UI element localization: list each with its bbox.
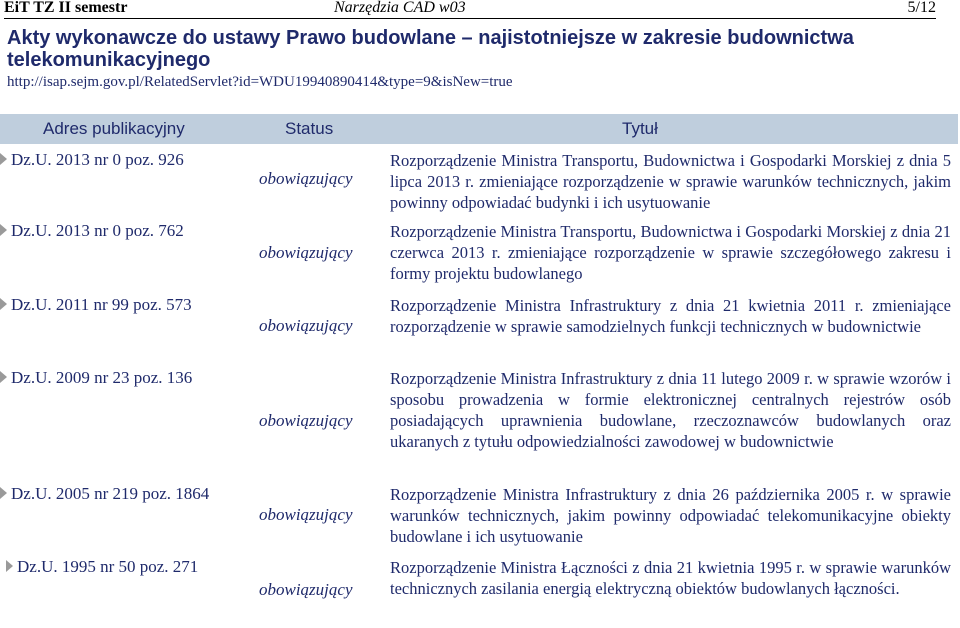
expand-triangle-icon[interactable] — [0, 224, 7, 236]
publication-address[interactable]: Dz.U. 2013 nr 0 poz. 926 — [0, 150, 184, 170]
lecture-label: Narzędzia CAD w03 — [334, 0, 466, 16]
document-title: Akty wykonawcze do ustawy Prawo budowlane – najistotniejsze w zakresie budownictwa telekomunikacyjnego — [7, 27, 854, 71]
source-url[interactable]: http://isap.sejm.gov.pl/RelatedServlet?id=WDU19940890414&type=9&isNew=true — [7, 74, 513, 90]
expand-triangle-icon[interactable] — [0, 371, 7, 383]
page-number: 5/12 — [907, 0, 936, 16]
act-title: Rozporządzenie Ministra Transportu, Budownictwa i Gospodarki Morskiej z dnia 21 czerwca 2013 r. zmieniające rozporządzenie w sprawie szczegółowego zakresu i formy projektu budowlanego — [390, 222, 951, 283]
status-label: obowiązujący — [259, 243, 353, 262]
status-label: obowiązujący — [259, 169, 353, 188]
status-label: obowiązujący — [259, 411, 353, 430]
publication-address[interactable]: Dz.U. 2005 nr 219 poz. 1864 — [0, 484, 209, 504]
act-title: Rozporządzenie Ministra Infrastruktury z dnia 11 lutego 2009 r. w sprawie wzorów i sposobu prowadzenia w formie elektronicznej centralnych rejestrów osób posiadających uprawnienia budowlane, rzeczoznawców budowlanych oraz ukaranych z tytułu odpowiedzialności zawodowej w budownictwie — [390, 369, 951, 451]
page-header — [4, 0, 936, 19]
column-header-status: Status — [285, 119, 334, 138]
expand-triangle-icon[interactable] — [0, 487, 7, 499]
expand-triangle-icon[interactable] — [0, 298, 7, 310]
publication-address[interactable]: Dz.U. 2011 nr 99 poz. 573 — [0, 295, 192, 315]
status-label: obowiązujący — [259, 505, 353, 524]
expand-triangle-icon[interactable] — [0, 153, 7, 165]
act-title: Rozporządzenie Ministra Łączności z dnia 21 kwietnia 1995 r. w sprawie warunków technicznych zasilania energią elektryczną obiektów budowlanych łączności. — [390, 558, 951, 598]
status-label: obowiązujący — [259, 316, 353, 335]
act-title: Rozporządzenie Ministra Infrastruktury z dnia 26 października 2005 r. w sprawie warunków technicznych, jakim powinny odpowiadać telekomunikacyjne obiekty budowlane i ich usytuowanie — [390, 485, 951, 546]
act-title: Rozporządzenie Ministra Infrastruktury z dnia 21 kwietnia 2011 r. zmieniające rozporządzenie w sprawie samodzielnych funkcji technicznych w budownictwie — [390, 296, 951, 336]
status-label: obowiązujący — [259, 580, 353, 599]
publication-address[interactable]: Dz.U. 2013 nr 0 poz. 762 — [0, 221, 184, 241]
column-header-title: Tytuł — [622, 119, 658, 138]
publication-address[interactable]: Dz.U. 2009 nr 23 poz. 136 — [0, 368, 192, 388]
expand-triangle-icon[interactable] — [6, 560, 13, 572]
publication-address[interactable]: Dz.U. 1995 nr 50 poz. 271 — [6, 557, 198, 577]
course-label: EiT TZ II semestr — [4, 0, 128, 16]
act-title: Rozporządzenie Ministra Transportu, Budownictwa i Gospodarki Morskiej z dnia 5 lipca 2013 r. zmieniające rozporządzenie w sprawie warunków technicznych, jakim powinny odpowiadać budynki i ich usytuowanie — [390, 151, 951, 212]
table-header — [0, 114, 958, 144]
column-header-address: Adres publikacyjny — [43, 119, 185, 138]
